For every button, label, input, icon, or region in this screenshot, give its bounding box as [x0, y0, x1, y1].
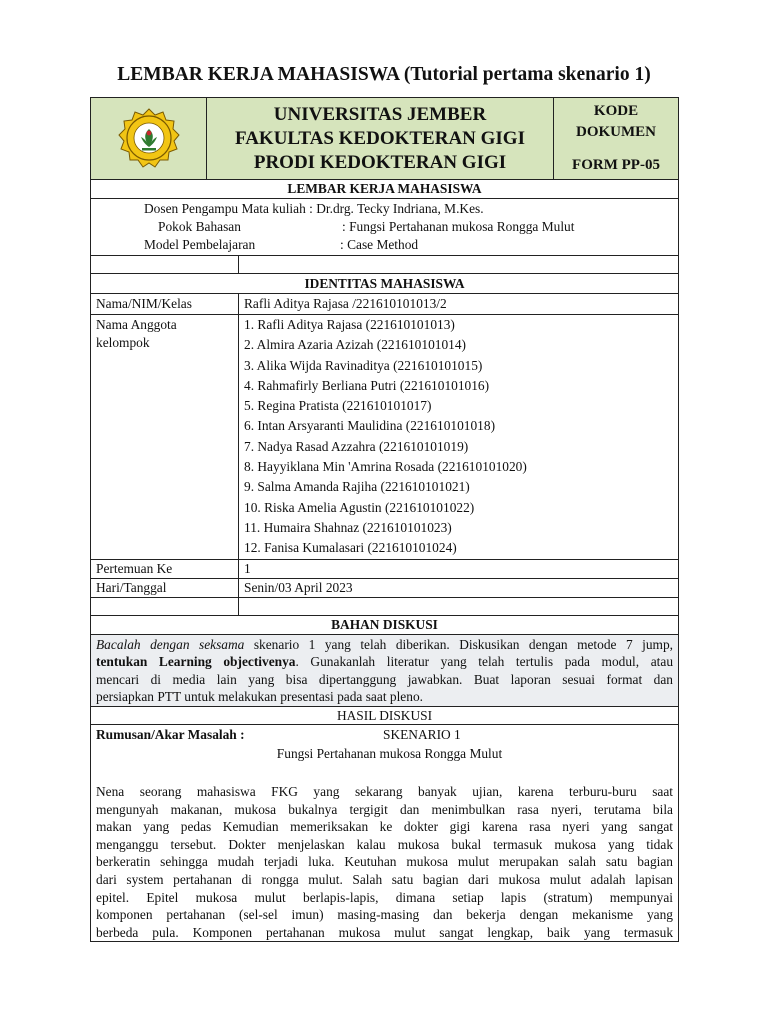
- list-item: 10. Riska Amelia Agustin (221610101022): [244, 499, 475, 515]
- narrative-line: dari system pertahanan di rongga mulut. Salah satu bagian dari mukosa mulut adalah lapisan: [96, 871, 674, 887]
- dosen-section: [91, 199, 679, 256]
- empty-cell: [239, 597, 679, 615]
- anggota-label: [91, 315, 239, 560]
- pertemuan-label: Pertemuan Ke: [91, 559, 239, 578]
- dosen-value: Dr.drg. Tecky Indriana, M.Kes.: [316, 201, 484, 216]
- rumusan-row: [96, 725, 673, 744]
- anggota-label-line2: kelompok: [96, 335, 150, 350]
- bahan-bold-text: tentukan Learning objectivenya: [96, 654, 296, 670]
- dosen-row: [96, 200, 673, 218]
- pokok-row: [96, 218, 673, 236]
- bahan-line-4: persiapkan PTT untuk melakukan presentasi pada saat pleno.: [96, 689, 423, 705]
- narrative-line: mengunyah makanan, mukosa bukalnya tergigit dan menimbulkan rasa nyeri, terutama bila: [96, 801, 674, 817]
- model-label: Model Pembelajaran: [144, 237, 256, 252]
- hasil-content: [91, 724, 679, 941]
- form-frame: [90, 97, 678, 942]
- kode-label: KODE: [593, 103, 639, 119]
- narrative-line: epitel. Epitel mukosa mulut berlapis-lapis, dimana setiap lapis (stratum) mempunyai: [96, 889, 674, 905]
- pertemuan-value: 1: [239, 559, 679, 578]
- document-title: LEMBAR KERJA MAHASISWA (Tutorial pertama skenario 1): [117, 64, 651, 85]
- dosen-label: Dosen Pengampu Mata kuliah :: [144, 201, 313, 216]
- skenario-subtitle: Fungsi Pertahanan mukosa Rongga Mulut: [276, 745, 503, 761]
- bahan-line-3: mencari di media lain yang bisa dipertanggung jawabkan. Buat laporan sesuai format dan: [96, 671, 674, 687]
- list-item: 7. Nadya Rasad Azzahra (221610101019): [244, 438, 469, 454]
- members-list: [239, 315, 679, 560]
- university-logo-icon: [117, 107, 181, 171]
- narrative-line: berkeratin sehingga mudah terjadi luka. Keutuhan mukosa mulut merupakan salah satu bagian: [96, 854, 674, 870]
- list-item: 2. Almira Azaria Azizah (221610101014): [244, 337, 467, 353]
- narrative: [96, 783, 673, 941]
- bahan-text: . Gunakanlah literatur yang telah tertulis pada modul, atau: [295, 654, 674, 670]
- university-name: UNIVERSITAS JEMBER: [273, 103, 487, 125]
- bahan-content: [91, 634, 679, 706]
- dokumen-label: DOKUMEN: [576, 124, 656, 140]
- logo-cell: [91, 98, 207, 180]
- list-item: 8. Hayyiklana Min 'Amrina Rosada (221610101020): [244, 459, 527, 475]
- form-code: FORM PP-05: [572, 157, 660, 173]
- pokok-value: : Fungsi Pertahanan mukosa Rongga Mulut: [342, 219, 575, 234]
- narrative-line: berbeda pula. Komponen pertahanan mukosa mulut sangat lengkap, baik yang termasuk: [96, 924, 674, 940]
- list-item: 9. Salma Amanda Rajiha (221610101021): [244, 479, 470, 495]
- identitas-title: IDENTITAS MAHASISWA: [91, 274, 679, 294]
- program-name: PRODI KEDOKTERAN GIGI: [253, 151, 507, 173]
- bahan-text: skenario 1 yang telah diberikan. Diskusikan dengan metode 7 jump,: [244, 636, 673, 652]
- pokok-label: Pokok Bahasan: [158, 219, 241, 234]
- nama-label: Nama/NIM/Kelas: [91, 294, 239, 315]
- bahan-line-1: [96, 636, 673, 654]
- nama-value: Rafli Aditya Rajasa /221610101013/2: [239, 294, 679, 315]
- narrative-line: komponen pertahanan (sel-sel imun) masing-masing dan bekerja dengan mekanisme yang: [96, 907, 674, 923]
- body-table: [90, 179, 679, 942]
- lembar-title: LEMBAR KERJA MAHASISWA: [91, 180, 679, 199]
- empty-cell: [239, 256, 679, 274]
- bahan-italic-text: Bacalah dengan seksama: [96, 636, 245, 652]
- list-item: 3. Alika Wijda Ravinaditya (221610101015): [244, 357, 483, 373]
- narrative-line: Nena seorang mahasiswa FKG yang sekarang banyak ujian, karena terburu-buru saat: [96, 783, 674, 799]
- list-item: 6. Intan Arsyaranti Maulidina (221610101018): [244, 418, 496, 434]
- bahan-title: BAHAN DISKUSI: [91, 615, 679, 634]
- list-item: 11. Humaira Shahnaz (221610101023): [244, 519, 452, 535]
- list-item: 4. Rahmafirly Berliana Putri (221610101016): [244, 377, 490, 393]
- institution-cell: [207, 98, 554, 180]
- model-row: [96, 236, 673, 254]
- narrative-line: makan yang pedas Kemudian memeriksakan ke dokter gigi karena rasa nyeri yang sangat: [96, 819, 674, 835]
- bahan-line-2: [96, 653, 673, 671]
- hari-label: Hari/Tanggal: [91, 578, 239, 597]
- skenario-label: SKENARIO 1: [383, 726, 461, 742]
- list-item: 5. Regina Pratista (221610101017): [244, 398, 432, 414]
- hasil-title: HASIL DISKUSI: [91, 706, 679, 724]
- hari-value: Senin/03 April 2023: [239, 578, 679, 597]
- rumusan-label: Rumusan/Akar Masalah :: [96, 726, 245, 742]
- list-item: 12. Fanisa Kumalasari (221610101024): [244, 540, 457, 556]
- empty-cell: [91, 256, 239, 274]
- list-item: 1. Rafli Aditya Rajasa (221610101013): [244, 317, 455, 332]
- model-value: : Case Method: [340, 237, 419, 252]
- faculty-name: FAKULTAS KEDOKTERAN GIGI: [235, 127, 525, 149]
- header-table: [90, 97, 679, 180]
- anggota-label-line1: Nama Anggota: [96, 317, 177, 332]
- kode-dokumen-cell: [554, 98, 679, 180]
- narrative-line: menganggu tersebut. Dokter menjelaskan kalau mukosa bukal termasuk mukosa yang tidak: [96, 836, 674, 852]
- empty-cell: [91, 597, 239, 615]
